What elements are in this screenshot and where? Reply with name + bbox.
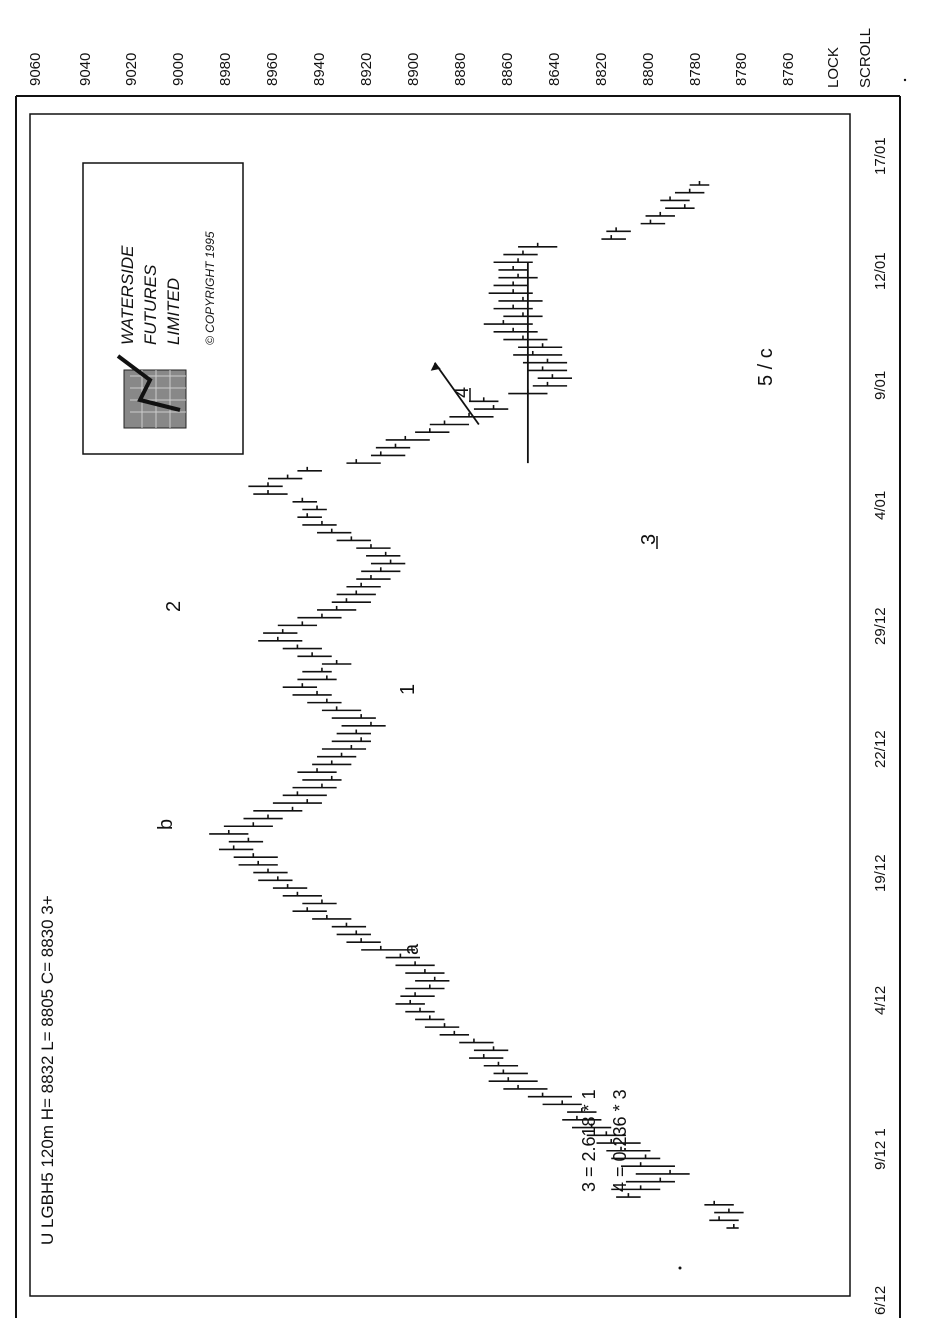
price-bar: [430, 421, 469, 425]
price-bar: [484, 1062, 518, 1066]
price-tick-label: 9020: [123, 52, 140, 86]
price-tick-label: 8760: [780, 52, 797, 86]
date-tick-label: 19/12: [872, 854, 889, 892]
price-bar: [283, 892, 322, 896]
price-bar: [361, 567, 400, 571]
price-bar: [503, 336, 547, 340]
price-bar: [229, 838, 263, 842]
price-bar: [332, 923, 366, 927]
price-tick-label: 8780: [733, 52, 750, 86]
price-bar: [278, 621, 317, 625]
price-bar: [675, 189, 704, 193]
date-tick-label: 9/12 1: [872, 1128, 889, 1170]
price-bar: [273, 884, 307, 888]
price-bar: [709, 1216, 738, 1220]
price-bar: [302, 668, 331, 672]
price-tick-label: 8860: [499, 52, 516, 86]
price-bar: [503, 251, 537, 255]
price-bar: [239, 861, 278, 865]
price-bar: [489, 1077, 538, 1081]
price-bar: [293, 691, 332, 695]
price-bar: [243, 815, 282, 819]
price-bar: [268, 475, 302, 479]
price-bar: [312, 760, 351, 764]
price-bar: [518, 243, 557, 247]
price-bar: [636, 1170, 690, 1174]
price-bar: [376, 444, 410, 448]
date-axis: [872, 137, 889, 1315]
price-bar: [400, 992, 434, 996]
wave-label-b: b: [155, 818, 177, 830]
price-bar: [498, 274, 537, 278]
waterside-logo: [83, 163, 243, 454]
price-bar: [660, 196, 689, 200]
price-bar: [293, 784, 337, 788]
speck: [679, 1267, 682, 1270]
price-tick-label: 8880: [452, 52, 469, 86]
price-bar: [346, 938, 380, 942]
price-bar: [209, 830, 248, 834]
wave-label-1: 1: [397, 683, 419, 695]
price-bar: [297, 768, 336, 772]
price-bar: [543, 1100, 582, 1104]
logo-line2: FUTURES: [141, 264, 160, 345]
date-tick-label: 29/12: [872, 607, 889, 645]
price-bar: [538, 374, 572, 378]
price-bar: [346, 583, 380, 587]
price-bar: [474, 1046, 508, 1050]
price-bar: [322, 660, 351, 664]
date-tick-label: 9/01: [872, 370, 889, 400]
price-tick-label: 8640: [546, 52, 563, 86]
price-bar: [337, 730, 371, 734]
chart-header: U LGBH5 120m H= 8832 L= 8805 C= 8830 3+: [38, 895, 57, 1245]
price-bar: [371, 560, 405, 564]
price-bar: [528, 1093, 572, 1097]
price-bar: [332, 737, 371, 741]
price-bar: [253, 807, 302, 811]
wave-label-4: 4: [451, 386, 473, 398]
price-tick-label: 8800: [640, 52, 657, 86]
price-bar: [714, 1209, 743, 1213]
price-bar: [356, 544, 390, 548]
price-bar: [371, 451, 405, 455]
price-tick-label: 9060: [27, 52, 44, 86]
price-tick-label: 8820: [593, 52, 610, 86]
price-bar: [626, 1178, 675, 1182]
price-bar: [356, 575, 390, 579]
logo-emblem: [124, 370, 186, 428]
price-bar: [297, 675, 336, 679]
price-bar: [337, 536, 371, 540]
price-bar: [405, 984, 444, 988]
price-bar: [405, 969, 444, 973]
price-bar: [302, 900, 336, 904]
formula-line1: 3 = 2.618 * 1: [579, 1089, 599, 1192]
price-tick-label: 9040: [77, 52, 94, 86]
price-bar: [302, 776, 341, 780]
price-bar: [248, 482, 282, 486]
price-tick-label: 8960: [264, 52, 281, 86]
price-bar: [253, 490, 287, 494]
price-bar: [704, 1201, 733, 1205]
price-bar: [317, 529, 351, 533]
price-bar: [601, 235, 626, 239]
price-tick-label: SCROLL: [857, 27, 874, 88]
price-bar: [342, 722, 386, 726]
price-bar: [297, 652, 331, 656]
price-bar: [386, 436, 430, 440]
price-bar: [415, 977, 449, 981]
price-bar: [307, 699, 341, 703]
price-bar: [293, 907, 327, 911]
price-bar: [646, 212, 675, 216]
price-bar: [518, 343, 562, 347]
price-bar: [665, 204, 694, 208]
date-tick-label: 12/01: [872, 252, 889, 290]
price-bar: [494, 258, 533, 262]
wave-label-a: a: [401, 943, 423, 955]
date-tick-label: 4/12: [872, 985, 889, 1015]
formula-line2: 4 = 0.236 * 3: [610, 1089, 630, 1192]
logo-line3: LIMITED: [164, 277, 183, 345]
price-bar: [297, 467, 322, 471]
date-tick-label: 22/12: [872, 730, 889, 768]
price-bar: [503, 1085, 547, 1089]
price-bar: [234, 853, 278, 857]
price-bar: [395, 961, 434, 965]
price-tick-label: LOCK: [825, 47, 842, 88]
price-bar: [302, 505, 327, 509]
price-bar: [297, 614, 341, 618]
price-bar: [513, 351, 562, 355]
price-bar: [405, 1008, 434, 1012]
price-bar: [322, 745, 366, 749]
price-bar: [395, 1000, 424, 1004]
price-bar: [489, 289, 533, 293]
price-bar: [337, 930, 371, 934]
price-bar: [263, 629, 297, 633]
price-bar: [337, 590, 376, 594]
price-bar: [533, 382, 567, 386]
price-bar: [523, 359, 567, 363]
price-tick-label: 8920: [358, 52, 375, 86]
date-tick-label: 17/01: [872, 137, 889, 175]
date-tick-label: 4/01: [872, 490, 889, 520]
price-bar: [224, 822, 273, 826]
price-bar: [317, 606, 356, 610]
price-bar: [332, 598, 371, 602]
price-bar: [641, 220, 666, 224]
price-tick-label: 9000: [170, 52, 187, 86]
price-bar: [425, 1023, 459, 1027]
price-bar: [459, 1039, 493, 1043]
price-bar: [283, 791, 327, 795]
price-axis: [27, 28, 874, 88]
price-bar: [293, 498, 318, 502]
price-bar: [606, 227, 631, 231]
price-bar: [474, 405, 508, 409]
price-bar: [494, 281, 528, 285]
price-bar: [494, 305, 533, 309]
price-tick-label: 8980: [217, 52, 234, 86]
price-tick-label: 8940: [311, 52, 328, 86]
price-bar: [469, 1054, 503, 1058]
price-bar: [494, 328, 538, 332]
price-bar: [258, 876, 292, 880]
price-bar: [498, 297, 542, 301]
price-tick-label: 8900: [405, 52, 422, 86]
price-bar: [317, 753, 356, 757]
price-bar: [283, 683, 317, 687]
price-bar: [346, 459, 380, 463]
price-bars: [209, 181, 743, 1228]
price-bar: [528, 366, 567, 370]
price-bar: [302, 521, 336, 525]
price-bar: [498, 266, 527, 270]
wave-label-2: 2: [163, 600, 185, 612]
price-bar: [253, 869, 287, 873]
logo-copyright: © COPYRIGHT 1995: [203, 231, 217, 345]
wave-label-5c: 5 / c: [755, 348, 777, 386]
price-bar: [312, 915, 351, 919]
price-bar: [273, 799, 322, 803]
price-bar: [322, 706, 361, 710]
price-bar: [297, 513, 322, 517]
price-bar: [219, 845, 253, 849]
price-bar: [332, 714, 376, 718]
price-bar: [415, 428, 449, 432]
price-bar: [283, 645, 322, 649]
price-tick-label: 8780: [687, 52, 704, 86]
speck-2: [904, 79, 906, 81]
price-bar: [690, 181, 710, 185]
price-bar: [494, 1069, 528, 1073]
price-bar: [503, 312, 542, 316]
price-bar: [469, 397, 498, 401]
wave-label-3: 3: [638, 533, 660, 545]
price-bar: [415, 1015, 444, 1019]
price-bar: [258, 637, 302, 641]
price-bar: [440, 1031, 469, 1035]
logo-line1: WATERSIDE: [118, 245, 137, 345]
price-bar: [484, 320, 533, 324]
price-bar: [616, 1193, 641, 1197]
price-bar: [366, 552, 400, 556]
date-tick-label: 6/12: [872, 1285, 889, 1315]
price-bar: [726, 1224, 738, 1228]
